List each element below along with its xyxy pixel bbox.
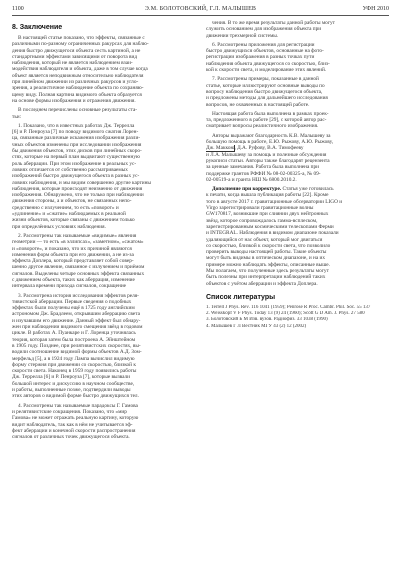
text-line: кой к скорости света, и моделирование этих явлений. bbox=[206, 67, 327, 74]
text-line: 6. Рассмотрены приложения для регистрации bbox=[212, 41, 315, 48]
text-line: наблюдения, который не является наблюдением взаи- bbox=[12, 60, 133, 67]
left-column bbox=[12, 20, 195, 560]
text-line: 1. Показано, что в известных работах Дж. Террелла bbox=[18, 122, 135, 129]
text-line: жен при наблюдении видимого смещения звёзд в годовом bbox=[12, 324, 143, 331]
text-line: Авторы выражают благодарность К.В. Малышеву за bbox=[212, 132, 331, 139]
text-line: и релятивистские сокращения. Показано, что «мир bbox=[12, 408, 127, 415]
text-line: тивистской аберрации. Первые сведения о подобных bbox=[12, 298, 132, 305]
text-line: служить основанием для изображения объекта при bbox=[206, 26, 322, 33]
text-line: мерфельд [5], а в 1924 году Лампа вычислил видимую bbox=[12, 355, 135, 362]
text-line: Virgo зарегистрировали гравитационные волны bbox=[206, 205, 314, 212]
paragraph-gap bbox=[12, 440, 195, 443]
text-line: чения. В то же время результаты данной работы могут bbox=[212, 20, 335, 26]
text-line: примере можно наблюдать эффекты, описанные выше. bbox=[206, 261, 330, 268]
text-line: шенно другое явление, связанное с излучением и приёмом bbox=[12, 264, 145, 271]
text-line: Дополнение при корректуре. Статья уже готовилась bbox=[212, 186, 334, 193]
text-line: движении трехмерной системы. bbox=[206, 32, 279, 39]
text-line: и «повороте», и показано, что их причиной являются bbox=[12, 245, 132, 252]
text-line: скорости света. Наконец в 1959 году появились работы bbox=[12, 368, 137, 375]
text-line: [6] и Р. Пенроуза [7] по поводу видимого сжатия Лорен- bbox=[12, 129, 139, 136]
text-line: сигналов. Выделены четыре основных эффекта связанных bbox=[12, 270, 145, 277]
text-line: и INTEGRAL. Наблюдения в видимом диапазоне показали bbox=[206, 230, 339, 237]
reference-item: 4. Малышев Г Л Вестник МГУ 43 (2) 12 (2002) bbox=[206, 323, 307, 329]
text-line: сигналов от различных точек движущегося объекта. bbox=[12, 434, 130, 441]
text-line: тьи: bbox=[12, 113, 22, 120]
text-line: 02-00519-а и гранта НШ № 6800.2010.2. bbox=[206, 176, 297, 183]
text-line: геометрии — то есть «в эллипсах», «заметном», «сжатом» bbox=[12, 239, 144, 246]
text-line: и работы, выполненные позже, подтвердили выводы bbox=[12, 387, 131, 394]
text-line: интервала времени прихода сигналов, сокращение bbox=[12, 283, 127, 290]
text-line: и изучавшим его движение. Данный эффект был обнару- bbox=[12, 317, 141, 324]
text-line: при линейном движении из различных ракурсов и угло- bbox=[12, 79, 139, 86]
text-line: большую помощь в работе, Е.Ю. Рыжову, А.Ю. Рыжову, bbox=[206, 139, 334, 146]
text-line: бы движения объектов, этих дисков при линейных скоро- bbox=[12, 148, 142, 155]
text-line: различными по-разному ограниченных ракурсах для наблю- bbox=[12, 41, 149, 48]
text-line: объектов с учётом аберрации и эффекта Доплера. bbox=[206, 280, 318, 287]
text-line: быстро движущихся объектов, основанные на фото- bbox=[206, 48, 324, 55]
reference-item: 1. Terrell J Phys. Rev. 116 1041 (1959); Penrose R Proc. Cambr. Phil. Soc. 55 137 bbox=[206, 304, 371, 310]
text-line: фект аберрации и конечной скорости распространения bbox=[12, 427, 136, 434]
text-line: зарегистрированным космическими телескопами Ферми bbox=[206, 223, 334, 230]
header-rule bbox=[12, 15, 389, 16]
text-line: с движением объекта, таких как аберрация, изменение bbox=[12, 276, 135, 283]
section-title: 8. Заключение bbox=[12, 24, 63, 31]
text-line: быть полезны при интерпретации наблюдений таких bbox=[206, 274, 326, 281]
text-line: Мы полагаем, что полученные здесь результаты могут bbox=[206, 267, 329, 274]
text-line: 2. Рассмотрены так называемые «видимые» явления bbox=[18, 232, 137, 239]
text-line: могут быть видимы в оптическом диапазоне, и на их bbox=[206, 255, 326, 262]
text-line: щему виду. Полная картина видимого объекта образуется bbox=[12, 91, 142, 98]
text-line: жизни объектов, которые связаны с движением только bbox=[12, 217, 135, 224]
running-authors: Э.М. БОЛОТОВСКИЙ, Г.Л. МАЛЫШЕВ bbox=[144, 6, 257, 12]
text-line: Дж. Маккою, Д.А. Руфову, В.А. Тимофееву bbox=[206, 145, 304, 152]
text-line: «удлинение» и «сжатие» наблюдаемых в реальной bbox=[12, 211, 126, 218]
text-line: проверить выводы настоящей работы. Такие объекты bbox=[206, 249, 327, 256]
text-line: В настоящей статье показано, что эффекты, связанные с bbox=[18, 35, 145, 41]
text-line: цикле. В работах А. Пуанкаре и Г. Лоренца уточнялась bbox=[12, 330, 136, 337]
text-line: теория, которая затем была построена А. Эйнштейном bbox=[12, 336, 136, 343]
text-line: дения быстро движущегося объекта сесть картиной, а не bbox=[12, 47, 141, 54]
text-line: изображений быстро движущегося объекта в разных ус- bbox=[12, 173, 140, 180]
highlighted-name: Дж. Маккою bbox=[206, 145, 235, 152]
text-line: водили соотношение видимой формы объектов А.Д. Зом- bbox=[12, 349, 142, 356]
page-number: 1100 bbox=[12, 6, 24, 12]
text-line: модействия наблюдателя и объекта, даже в том случае когда bbox=[12, 66, 148, 73]
text-line: астрономом Дж. Брадлеем, открывшим аберрацию света bbox=[12, 311, 140, 318]
text-line: изменения форм объекта при его движении, а не из-за bbox=[12, 251, 134, 258]
text-line: и Л.А. Малышеву за помощь и полезные обсуждения bbox=[206, 151, 327, 158]
text-line: рукописи статьи. Авторы также благодарят рецензента bbox=[206, 157, 330, 164]
text-line: наблюдения, которые происходят неизменно от движения bbox=[12, 185, 143, 192]
text-line: со скоростью, близкой к скорости света, что позволило bbox=[206, 242, 331, 249]
text-line: звёзд, которое сопровождалось гамма-всплеском, bbox=[206, 217, 318, 224]
text-line: средственно с излучением, то есть «поворот» и bbox=[12, 204, 119, 211]
text-line: этих авторов о видимой форме быстро движущихся тел. bbox=[12, 393, 139, 400]
text-line: и предложены методы для дальнейшего исследования bbox=[206, 95, 328, 102]
text-line: стандартными эффектами зависящими от поворота вид bbox=[12, 53, 138, 60]
text-line: 3. Рассмотрена история исследования эффектов реля- bbox=[18, 292, 139, 299]
text-line: 4. Рассмотрены так называемые парадоксы Г. Гамова bbox=[18, 402, 138, 409]
text-line: изображения. Обнаружено, что не только при наблюдении bbox=[12, 192, 144, 199]
text-line: к печати, когда вышла публикация работы [22]. Кроме bbox=[206, 192, 329, 199]
text-line: удаляющийся от нас объект, который мог двигаться bbox=[206, 236, 323, 243]
text-line: объект является неподвижным относительно наблюдателя bbox=[12, 72, 144, 79]
text-line: большой интерес и дискуссию в научном сообществе, bbox=[12, 380, 135, 387]
text-line: того в августе 2017 г. гравитационные обсерватории LIGO и bbox=[206, 198, 343, 205]
text-line: при определённых условиях наблюдения. bbox=[12, 223, 106, 230]
text-line: вопросов, не охваченных в настоящей работе. bbox=[206, 101, 310, 108]
text-line: 7. Рассмотрены примеры, показанные в данной bbox=[212, 76, 319, 83]
text-line: роль аберрации. При этом изображение в реальных ус- bbox=[12, 160, 137, 167]
journal-name: УФН 2010 bbox=[362, 6, 389, 12]
text-line: ца, связанные различные искажения изображения разли- bbox=[12, 135, 141, 142]
text-line: GW170817, возникшие при слиянии двух нейтронных bbox=[206, 211, 329, 218]
text-line: в 1905 году. Позднее, при релятивистских скоростях, вы- bbox=[12, 342, 141, 349]
reference-item: 3. Болотовский Б М Изв. вузов. Радиофиз. 33 1038 (1990) bbox=[206, 317, 328, 323]
text-line: В последнем перечислены основные результаты ста- bbox=[18, 107, 138, 114]
text-line: поддержке грантов РФФИ № 08-02-00325-а, № 09- bbox=[206, 170, 321, 177]
text-line: за ценные замечания. Работа была выполнена при bbox=[206, 164, 319, 171]
text-line: эффекта Доплера, который представляет собой совер- bbox=[12, 258, 134, 265]
right-column bbox=[206, 20, 389, 560]
text-line: ловиях отличается от собственно рассматриваемых bbox=[12, 166, 128, 173]
text-line: на основе формы изображения и отражения движения. bbox=[12, 97, 136, 104]
text-line: форму стержня при движении со скоростью, близкой к bbox=[12, 361, 136, 368]
text-line: чных объектов изменены при исследовании изображения bbox=[12, 141, 142, 148]
text-line: Дж. Террелла [6] и Р. Пенроуза [7], которые вызвали bbox=[12, 374, 130, 381]
text-line: Настоящая работа была выполнена в рамках проек- bbox=[212, 110, 329, 117]
text-line: сматривает вопросы реалистичного изображения. bbox=[206, 123, 319, 130]
reference-item: 2. Weisskopf V F Phys. Today 13 (9) 24 (1960); Scott G D Am. J. Phys. 27 580 bbox=[206, 311, 365, 317]
text-line: статье, которые иллюстрируют основные выводы по bbox=[206, 82, 325, 89]
text-line: эффектах были получены ещё в 1725 году английским bbox=[12, 305, 135, 312]
text-line: вопросу наблюдения быстро движущегося объекта, bbox=[206, 88, 323, 95]
text-line: движения стороны, а и объектов, не связанных непо- bbox=[12, 198, 132, 205]
text-line: видит наблюдатель, так как в нём не учитывается эф- bbox=[12, 421, 133, 428]
text-line: ловиях наблюдения, и мы видим совершенно другие картины bbox=[12, 179, 151, 186]
text-line: та, предложенного в работе [29], с которой автор рас- bbox=[206, 117, 327, 124]
text-line: стях, которые на первый план выдвигают существенную bbox=[12, 154, 140, 161]
page-header bbox=[12, 6, 389, 15]
addendum-lead: Дополнение при корректуре. bbox=[212, 186, 282, 193]
references-title: Список литературы bbox=[206, 293, 276, 301]
text-line: наблюдения объекта движущегося со скоростью, близ- bbox=[206, 60, 330, 67]
text-line: зрения, а реалистичное наблюдение объекта по сохраняю- bbox=[12, 85, 144, 92]
text-line: Гамова» не может отражать реальную картину, которую bbox=[12, 415, 139, 422]
paragraph-gap bbox=[206, 287, 389, 290]
text-line: регистрации изображения в разных точках пути bbox=[206, 54, 315, 61]
